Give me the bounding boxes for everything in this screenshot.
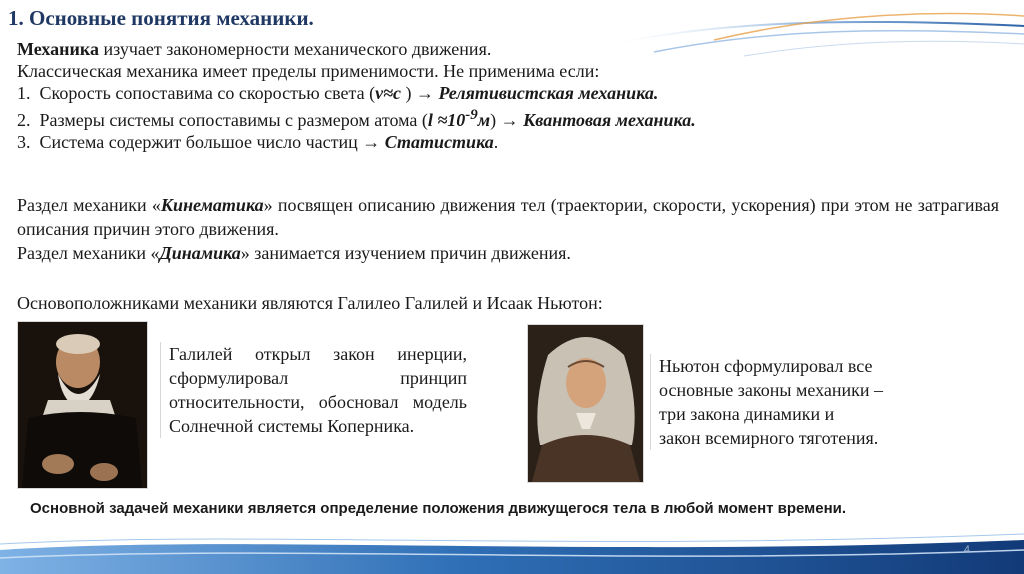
limit-item-2 bbox=[17, 104, 1007, 131]
mechanics-term: Механика bbox=[17, 39, 99, 59]
sections-block bbox=[17, 193, 999, 265]
item-arrow: ) → bbox=[490, 110, 524, 130]
conclusion-statement: Основной задачей механики является определение положения движущегося тела в любой момент времени. bbox=[30, 500, 847, 517]
dynamics-paragraph bbox=[17, 241, 999, 265]
item-formula-unit: м bbox=[477, 110, 491, 130]
item-number: 2. bbox=[17, 110, 31, 130]
item-number: 3. bbox=[17, 132, 31, 152]
newton-line-2: основные законы механики – bbox=[659, 380, 883, 400]
kinematics-pre: Раздел механики « bbox=[17, 195, 161, 215]
kinematics-paragraph bbox=[17, 193, 999, 241]
newton-portrait bbox=[528, 325, 643, 482]
slide-title: 1. Основные понятия механики. bbox=[8, 6, 314, 30]
limit-item-3 bbox=[17, 131, 1007, 153]
limit-item-1 bbox=[17, 82, 1007, 104]
item-result: Релятивистская механика. bbox=[438, 83, 659, 103]
item-arrow: ) → bbox=[400, 83, 439, 103]
newton-description bbox=[650, 354, 939, 450]
dynamics-post: » занимается изучением причин движения. bbox=[240, 243, 571, 263]
galileo-portrait bbox=[18, 322, 147, 488]
founders-heading: Основоположниками механики являются Галилео Галилей и Исаак Ньютон: bbox=[17, 293, 603, 313]
decorative-wave-bottom bbox=[0, 528, 1024, 574]
item-result: Статистика bbox=[384, 132, 494, 152]
item-result: Квантовая механика. bbox=[523, 110, 696, 130]
item-number: 1. bbox=[17, 83, 31, 103]
item-text: Система содержит большое число частиц → bbox=[39, 132, 385, 152]
item-text: Размеры системы сопоставимы с размером атома ( bbox=[39, 110, 428, 130]
newton-line-3: три закона динамики и bbox=[659, 404, 835, 424]
item-period: . bbox=[493, 132, 499, 152]
kinematics-post: » посвящен описанию движения тел (траектории, скорости, ускорения) при этом не затрагивая описания причин этого движения. bbox=[17, 195, 999, 239]
dynamics-pre: Раздел механики « bbox=[17, 243, 160, 263]
item-formula-exponent: -9 bbox=[465, 107, 478, 123]
item-formula: v≈c bbox=[375, 83, 401, 103]
newton-line-1: Ньютон сформулировал все bbox=[659, 356, 873, 376]
item-formula: l ≈10 bbox=[427, 110, 466, 130]
page-number: 4 bbox=[963, 544, 970, 556]
intro-line-1-text: изучает закономерности механического движения. bbox=[98, 39, 492, 59]
item-text: Скорость сопоставима со скоростью света ( bbox=[39, 83, 376, 103]
dynamics-term: Динамика bbox=[159, 243, 241, 263]
galileo-description bbox=[160, 342, 467, 438]
intro-line-2: Классическая механика имеет пределы применимости. Не применима если: bbox=[17, 61, 600, 81]
intro-block bbox=[17, 38, 1007, 153]
galileo-text: Галилей открыл закон инерции, сформулировал принцип относительности, обосновал модель Солнечной системы Коперника. bbox=[169, 344, 467, 436]
kinematics-term: Кинематика bbox=[160, 195, 264, 215]
newton-line-4: закон всемирного тяготения. bbox=[659, 428, 879, 448]
intro-line-1 bbox=[17, 38, 1007, 60]
